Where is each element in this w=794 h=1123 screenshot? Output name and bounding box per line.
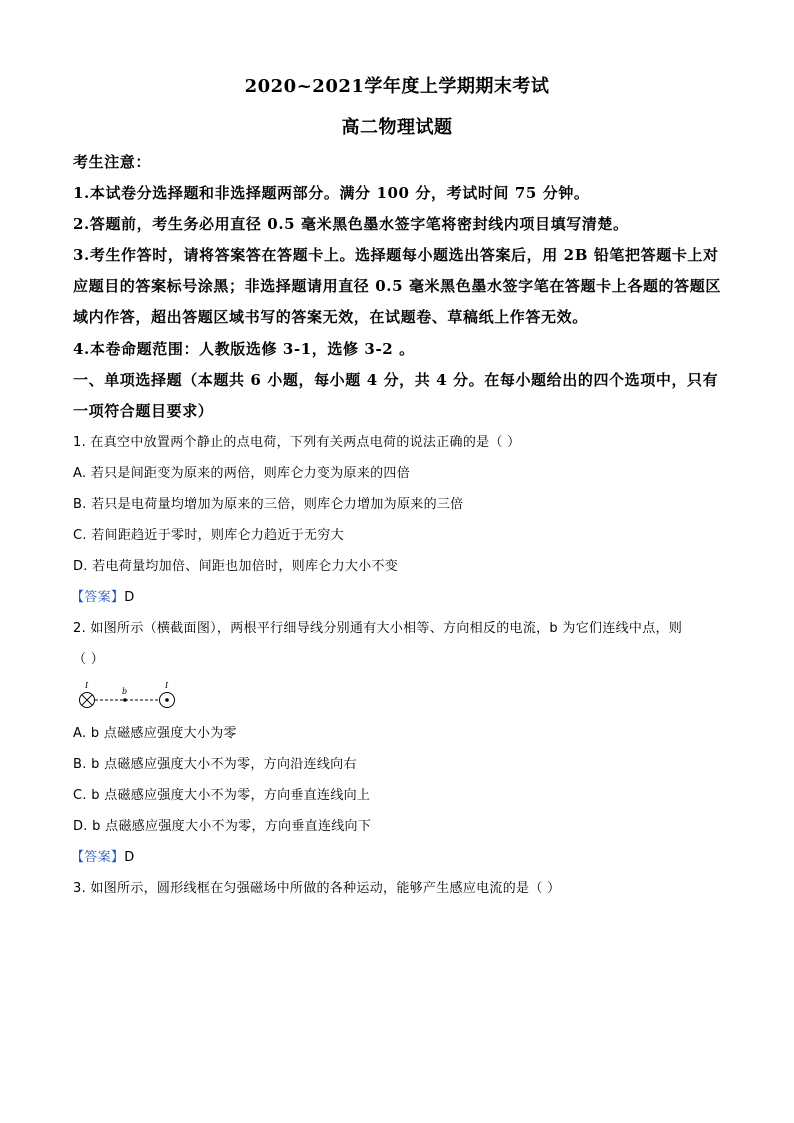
q2-option-a: A. b 点磁感应强度大小为零 [73,726,237,741]
notice-item-3: 3.考生作答时，请将答案答在答题卡上。选择题每小题选出答案后，用 2B 铅笔把答题卡上对 [73,246,719,264]
q2-option-b: B. b 点磁感应强度大小不为零，方向沿连线向右 [73,757,357,772]
q1-option-b: B. 若只是电荷量均增加为原来的三倍，则库仑力增加为原来的三倍 [73,497,464,512]
current-label-right: I [165,681,169,690]
q1-option-d: D. 若电荷量均加倍、间距也加倍时，则库仑力大小不变 [73,559,399,574]
section-heading: 一、单项选择题（本题共 6 小题，每小题 4 分，共 4 分。在每小题给出的四个选项中，只有 [73,371,719,389]
q2-option-c: C. b 点磁感应强度大小不为零，方向垂直连线向上 [73,788,371,803]
notice-heading: 考生注意： [73,153,152,171]
q2-option-d: D. b 点磁感应强度大小不为零，方向垂直连线向下 [73,819,372,834]
q1-answer [71,586,135,605]
section-heading-cont: 一项符合题目要求） [73,402,214,420]
q3-stem: 3. 如图所示，圆形线框在匀强磁场中所做的各种运动，能够产生感应电流的是（ ） [73,881,561,896]
wires-figure [73,678,183,712]
q2-stem: 2. 如图所示（横截面图），两根平行细导线分别通有大小相等、方向相反的电流，b 为它们连线中点，则 [73,621,683,636]
q1-option-c: C. 若间距趋近于零时，则库仑力趋近于无穷大 [73,528,344,543]
notice-item-2: 2.答题前，考生务必用直径 0.5 毫米黑色墨水签字笔将密封线内项目填写清楚。 [73,215,629,233]
q1-stem: 1. 在真空中放置两个静止的点电荷，下列有关两点电荷的说法正确的是（ ） [73,435,521,450]
q2-answer [71,846,135,865]
q1-option-a: A. 若只是间距变为原来的两倍，则库仑力变为原来的四倍 [73,466,411,481]
exam-title: 2020~2021学年度上学期期末考试 [244,76,550,97]
notice-item-3-cont2: 域内作答，超出答题区域书写的答案无效，在试题卷、草稿纸上作答无效。 [73,308,588,326]
midpoint-label: b [122,687,128,696]
answer-value: D [124,850,135,865]
notice-item-1: 1.本试卷分选择题和非选择题两部分。满分 100 分，考试时间 75 分钟。 [73,184,590,202]
notice-item-4: 4.本卷命题范围：人教版选修 3-1，选修 3-2 。 [73,340,415,358]
answer-tag: 【答案】 [71,590,125,605]
midpoint-dot [123,698,127,702]
exam-subtitle: 高二物理试题 [341,117,453,138]
answer-tag: 【答案】 [71,850,125,865]
q2-stem-cont: （ ） [73,652,105,667]
answer-value: D [124,590,135,605]
notice-item-3-cont: 应题目的答案标号涂黑；非选择题请用直径 0.5 毫米黑色墨水签字笔在答题卡上各题的答题区 [73,277,721,295]
current-label-left: I [85,681,89,690]
